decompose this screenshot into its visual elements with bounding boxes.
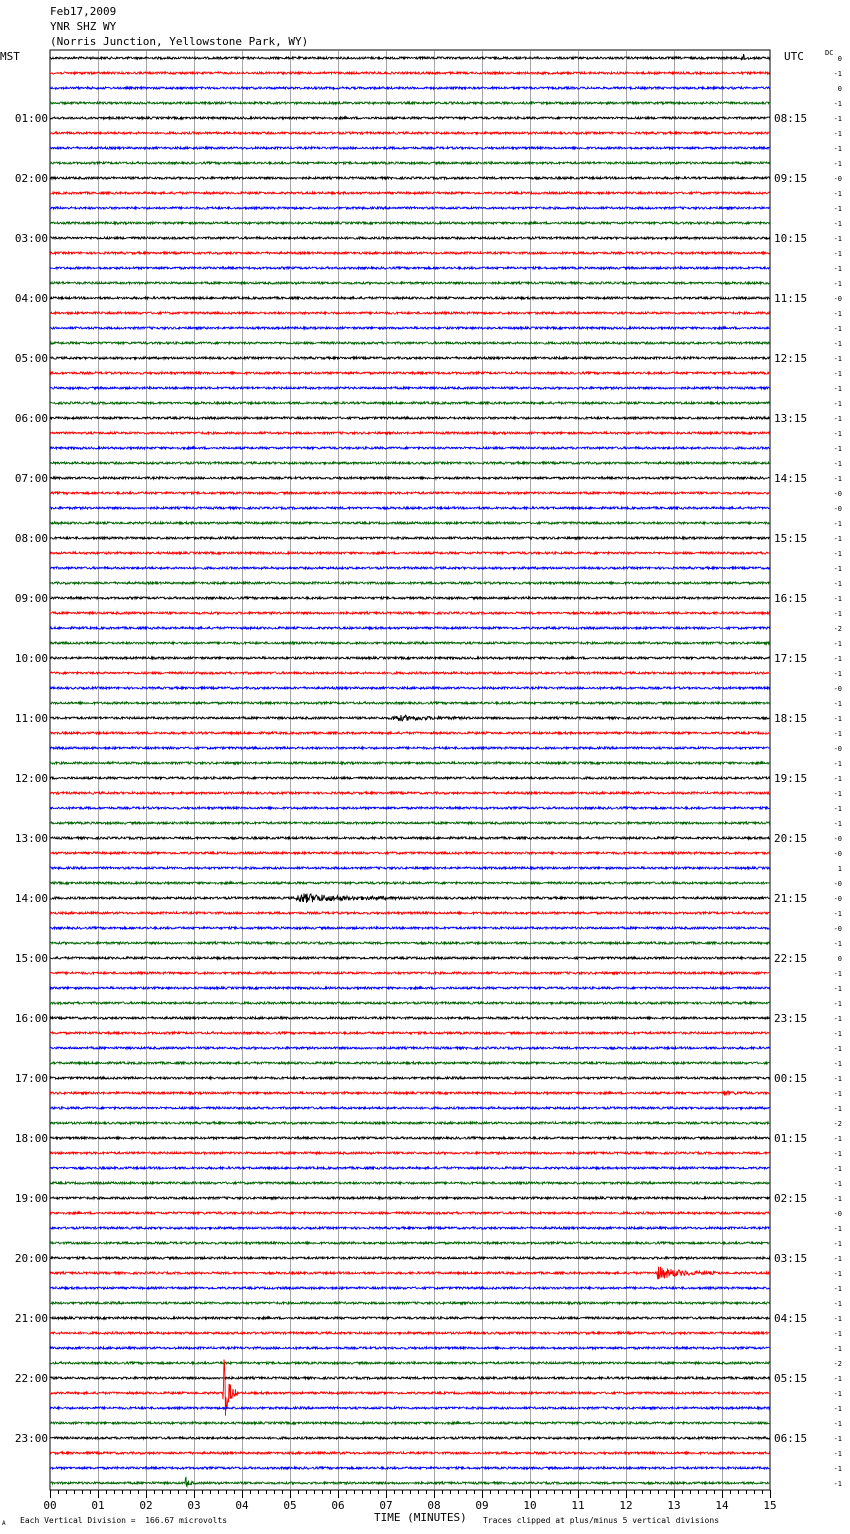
dc-offset-91: -1: [833, 1420, 842, 1428]
trace-34: [50, 567, 770, 569]
trace-49: [50, 792, 770, 794]
dc-offset-40: -1: [833, 655, 842, 663]
x-tick-label: 08: [427, 1499, 441, 1512]
corner-mark: A: [2, 1520, 6, 1527]
left-hour-label: 21:00: [14, 1312, 48, 1325]
dc-offset-57: -1: [833, 910, 842, 918]
left-hour-label: 12:00: [14, 772, 48, 785]
x-tick-label: 06: [331, 1499, 345, 1512]
trace-1: [50, 72, 770, 74]
dc-offset-13: -1: [833, 250, 842, 258]
x-tick-label: 01: [91, 1499, 105, 1512]
right-hour-label: 06:15: [774, 1432, 808, 1445]
dc-offset-46: -0: [833, 745, 842, 753]
dc-offset-9: -1: [833, 190, 842, 198]
trace-84: [50, 1317, 770, 1319]
dc-offset-56: -0: [833, 895, 842, 903]
dc-offset-2: 0: [837, 85, 842, 93]
trace-80: [50, 1257, 770, 1259]
x-tick-label: 05: [283, 1499, 297, 1512]
trace-64: [50, 1017, 770, 1019]
dc-offset-58: -0: [833, 925, 842, 933]
trace-30: [50, 507, 770, 509]
dc-offset-11: -1: [833, 220, 842, 228]
trace-94: [50, 1467, 770, 1469]
dc-offset-3: -1: [833, 100, 842, 108]
trace-3: [50, 102, 770, 104]
left-hour-label: 10:00: [14, 652, 48, 665]
dc-offset-39: -1: [833, 640, 842, 648]
right-hour-label: 18:15: [774, 712, 808, 725]
trace-63: [50, 1002, 770, 1004]
dc-offset-68: -1: [833, 1075, 842, 1083]
dc-offset-38: -2: [833, 625, 842, 633]
x-tick-label: 04: [235, 1499, 249, 1512]
trace-27: [50, 462, 770, 464]
scale-note: Each Vertical Division = 166.67 microvolts: [20, 1516, 228, 1525]
dc-offset-82: -1: [833, 1285, 842, 1293]
trace-79: [50, 1242, 770, 1244]
right-hour-label: 20:15: [774, 832, 808, 845]
right-hour-label: 05:15: [774, 1372, 808, 1385]
dc-offset-25: -1: [833, 430, 842, 438]
station-name: YNR SHZ WY: [50, 20, 117, 33]
dc-offset-7: -1: [833, 160, 842, 168]
dc-offset-79: -1: [833, 1240, 842, 1248]
dc-offset-18: -1: [833, 325, 842, 333]
dc-offset-32: -1: [833, 535, 842, 543]
dc-offset-66: -1: [833, 1045, 842, 1053]
dc-offset-0: 0: [837, 55, 842, 63]
trace-25: [50, 432, 770, 434]
right-hour-label: 23:15: [774, 1012, 808, 1025]
x-axis-title: TIME (MINUTES): [374, 1511, 467, 1524]
dc-offset-23: -1: [833, 400, 842, 408]
x-tick-label: 03: [187, 1499, 201, 1512]
x-tick-label: 02: [139, 1499, 153, 1512]
trace-47: [50, 762, 770, 764]
dc-offset-92: -1: [833, 1435, 842, 1443]
right-hour-label: 12:15: [774, 352, 808, 365]
dc-offset-67: -1: [833, 1060, 842, 1068]
left-hour-label: 16:00: [14, 1012, 48, 1025]
trace-43: [50, 702, 770, 704]
dc-offset-60: 0: [837, 955, 842, 963]
trace-68: [50, 1077, 770, 1079]
dc-offset-55: -0: [833, 880, 842, 888]
trace-15: [50, 282, 770, 284]
trace-29: [50, 492, 770, 494]
trace-59: [50, 942, 770, 944]
right-hour-label: 10:15: [774, 232, 808, 245]
dc-offset-35: -1: [833, 580, 842, 588]
trace-67: [50, 1062, 770, 1064]
trace-12: [50, 237, 770, 239]
trace-52: [50, 837, 770, 839]
dc-offset-80: -1: [833, 1255, 842, 1263]
dc-offset-26: -1: [833, 445, 842, 453]
trace-95: [50, 1477, 770, 1486]
dc-offset-81: -1: [833, 1270, 842, 1278]
left-hour-label: 07:00: [14, 472, 48, 485]
left-hour-label: 13:00: [14, 832, 48, 845]
trace-74: [50, 1167, 770, 1169]
dc-offset-20: -1: [833, 355, 842, 363]
dc-offset-54: 1: [837, 865, 842, 873]
trace-23: [50, 402, 770, 404]
trace-65: [50, 1032, 770, 1034]
right-hour-label: 11:15: [774, 292, 808, 305]
dc-offset-71: -2: [833, 1120, 842, 1128]
trace-14: [50, 267, 770, 269]
dc-offset-50: -1: [833, 805, 842, 813]
left-hour-label: 18:00: [14, 1132, 48, 1145]
trace-72: [50, 1137, 770, 1139]
left-hour-label: 11:00: [14, 712, 48, 725]
dc-offset-65: -1: [833, 1030, 842, 1038]
dc-offset-27: -1: [833, 460, 842, 468]
trace-9: [50, 192, 770, 194]
left-hour-label: 08:00: [14, 532, 48, 545]
trace-22: [50, 387, 770, 389]
left-hour-label: 02:00: [14, 172, 48, 185]
dc-offset-61: -1: [833, 970, 842, 978]
trace-88: [50, 1377, 770, 1379]
x-tick-label: 00: [43, 1499, 57, 1512]
dc-offset-16: -0: [833, 295, 842, 303]
trace-66: [50, 1047, 770, 1049]
left-hour-label: 14:00: [14, 892, 48, 905]
right-hour-label: 09:15: [774, 172, 808, 185]
dc-offset-78: -1: [833, 1225, 842, 1233]
trace-71: [50, 1122, 770, 1124]
clip-note: Traces clipped at plus/minus 5 vertical divisions: [483, 1516, 720, 1525]
trace-87: [50, 1362, 770, 1364]
left-hour-label: 01:00: [14, 112, 48, 125]
left-hour-label: 05:00: [14, 352, 48, 365]
trace-82: [50, 1287, 770, 1289]
trace-5: [50, 132, 770, 134]
trace-28: [50, 477, 770, 479]
dc-offset-94: -1: [833, 1465, 842, 1473]
dc-offset-45: -1: [833, 730, 842, 738]
trace-35: [50, 582, 770, 584]
x-tick-label: 14: [715, 1499, 729, 1512]
x-tick-label: 09: [475, 1499, 489, 1512]
trace-70: [50, 1107, 770, 1109]
dc-offset-76: -1: [833, 1195, 842, 1203]
trace-73: [50, 1152, 770, 1154]
trace-58: [50, 927, 770, 929]
x-tick-label: 11: [571, 1499, 585, 1512]
dc-offset-6: -1: [833, 145, 842, 153]
trace-83: [50, 1302, 770, 1304]
dc-offset-30: -0: [833, 505, 842, 513]
dc-offset-72: -1: [833, 1135, 842, 1143]
dc-offset-86: -1: [833, 1345, 842, 1353]
seismic-traces: [50, 54, 770, 1486]
left-hour-label: 19:00: [14, 1192, 48, 1205]
dc-offset-24: -1: [833, 415, 842, 423]
dc-offset-43: -1: [833, 700, 842, 708]
dc-offset-19: -1: [833, 340, 842, 348]
left-hour-label: 22:00: [14, 1372, 48, 1385]
dc-offset-28: -1: [833, 475, 842, 483]
trace-7: [50, 162, 770, 164]
right-hour-label: 22:15: [774, 952, 808, 965]
trace-56: [50, 893, 770, 902]
right-hour-label: 01:15: [774, 1132, 808, 1145]
trace-36: [50, 597, 770, 599]
dc-offset-87: -2: [833, 1360, 842, 1368]
dc-offset-17: -1: [833, 310, 842, 318]
trace-75: [50, 1182, 770, 1184]
dc-offset-4: -1: [833, 115, 842, 123]
right-hour-label: 15:15: [774, 532, 808, 545]
dc-offset-63: -1: [833, 1000, 842, 1008]
dc-offset-15: -1: [833, 280, 842, 288]
trace-93: [50, 1452, 770, 1454]
time-axis: [43, 1490, 776, 1512]
dc-offset-48: -1: [833, 775, 842, 783]
trace-8: [50, 177, 770, 179]
trace-85: [50, 1332, 770, 1334]
trace-45: [50, 732, 770, 734]
dc-offset-44: -1: [833, 715, 842, 723]
dc-offset-8: -0: [833, 175, 842, 183]
x-tick-label: 13: [667, 1499, 681, 1512]
trace-31: [50, 522, 770, 524]
trace-0: [50, 54, 770, 60]
left-hour-label: 17:00: [14, 1072, 48, 1085]
left-hour-label: 15:00: [14, 952, 48, 965]
dc-offset-90: -1: [833, 1405, 842, 1413]
trace-76: [50, 1197, 770, 1199]
right-hour-label: 03:15: [774, 1252, 808, 1265]
left-hour-label: 06:00: [14, 412, 48, 425]
x-tick-label: 15: [763, 1499, 777, 1512]
dc-offset-70: -1: [833, 1105, 842, 1113]
dc-offset-31: -1: [833, 520, 842, 528]
right-hour-label: 16:15: [774, 592, 808, 605]
trace-54: [50, 867, 770, 869]
dc-offset-51: -1: [833, 820, 842, 828]
left-hour-label: 04:00: [14, 292, 48, 305]
station-location: (Norris Junction, Yellowstone Park, WY): [50, 35, 309, 48]
dc-offset-1: -1: [833, 70, 842, 78]
dc-offset-47: -1: [833, 760, 842, 768]
trace-33: [50, 552, 770, 554]
trace-10: [50, 207, 770, 209]
trace-24: [50, 417, 770, 419]
trace-69: [50, 1091, 770, 1096]
dc-offset-62: -1: [833, 985, 842, 993]
dc-offset-93: -1: [833, 1450, 842, 1458]
trace-42: [50, 687, 770, 689]
dc-offset-85: -1: [833, 1330, 842, 1338]
dc-offset-header: DC: [825, 49, 834, 57]
trace-26: [50, 447, 770, 449]
trace-48: [50, 777, 770, 779]
trace-55: [50, 882, 770, 884]
trace-17: [50, 312, 770, 314]
dc-offset-77: -0: [833, 1210, 842, 1218]
trace-32: [50, 537, 770, 539]
right-hour-label: 21:15: [774, 892, 808, 905]
trace-91: [50, 1422, 770, 1424]
dc-offset-21: -1: [833, 370, 842, 378]
dc-offset-12: -1: [833, 235, 842, 243]
dc-offset-84: -1: [833, 1315, 842, 1323]
trace-40: [50, 657, 770, 659]
dc-offset-69: -1: [833, 1090, 842, 1098]
right-hour-label: 04:15: [774, 1312, 808, 1325]
dc-offset-74: -1: [833, 1165, 842, 1173]
left-hour-label: 09:00: [14, 592, 48, 605]
trace-39: [50, 642, 770, 644]
dc-offset-52: -0: [833, 835, 842, 843]
right-hour-label: 00:15: [774, 1072, 808, 1085]
dc-offset-5: -1: [833, 130, 842, 138]
trace-13: [50, 252, 770, 254]
trace-4: [50, 117, 770, 119]
trace-77: [50, 1212, 770, 1214]
trace-44: [50, 715, 770, 721]
trace-37: [50, 612, 770, 614]
right-hour-label: 02:15: [774, 1192, 808, 1205]
dc-offset-29: -0: [833, 490, 842, 498]
x-tick-label: 07: [379, 1499, 393, 1512]
dc-offset-95: -1: [833, 1480, 842, 1488]
dc-offset-88: -1: [833, 1375, 842, 1383]
trace-51: [50, 822, 770, 824]
dc-offset-89: -1: [833, 1390, 842, 1398]
dc-offset-10: -1: [833, 205, 842, 213]
right-hour-label: 13:15: [774, 412, 808, 425]
dc-offset-14: -1: [833, 265, 842, 273]
trace-11: [50, 222, 770, 224]
right-timezone-label: UTC: [784, 50, 804, 63]
trace-53: [50, 852, 770, 854]
trace-46: [50, 747, 770, 749]
trace-78: [50, 1227, 770, 1229]
right-hour-label: 19:15: [774, 772, 808, 785]
trace-6: [50, 147, 770, 149]
dc-offset-59: -1: [833, 940, 842, 948]
trace-2: [50, 87, 770, 89]
dc-offset-42: -0: [833, 685, 842, 693]
trace-86: [50, 1347, 770, 1349]
dc-offset-37: -1: [833, 610, 842, 618]
dc-offset-75: -1: [833, 1180, 842, 1188]
trace-19: [50, 342, 770, 344]
x-tick-label: 10: [523, 1499, 537, 1512]
trace-92: [50, 1437, 770, 1439]
trace-81: [50, 1267, 770, 1280]
dc-offset-53: -0: [833, 850, 842, 858]
left-timezone-label: MST: [0, 50, 20, 63]
dc-offset-73: -1: [833, 1150, 842, 1158]
trace-20: [50, 357, 770, 359]
dc-offset-33: -1: [833, 550, 842, 558]
dc-offset-22: -1: [833, 385, 842, 393]
trace-38: [50, 627, 770, 629]
dc-offset-36: -1: [833, 595, 842, 603]
trace-16: [50, 297, 770, 299]
dc-offset-34: -1: [833, 565, 842, 573]
dc-offset-64: -1: [833, 1015, 842, 1023]
trace-90: [50, 1407, 770, 1409]
left-hour-label: 20:00: [14, 1252, 48, 1265]
left-hour-label: 23:00: [14, 1432, 48, 1445]
dc-offset-83: -1: [833, 1300, 842, 1308]
right-hour-label: 14:15: [774, 472, 808, 485]
right-hour-label: 08:15: [774, 112, 808, 125]
chart-date: Feb17,2009: [50, 5, 117, 18]
trace-60: [50, 957, 770, 959]
dc-offset-41: -1: [833, 670, 842, 678]
trace-21: [50, 372, 770, 374]
left-hour-label: 03:00: [14, 232, 48, 245]
trace-41: [50, 672, 770, 674]
trace-57: [50, 912, 770, 914]
right-hour-label: 17:15: [774, 652, 808, 665]
trace-50: [50, 807, 770, 809]
x-tick-label: 12: [619, 1499, 633, 1512]
dc-offset-49: -1: [833, 790, 842, 798]
trace-62: [50, 987, 770, 989]
trace-18: [50, 327, 770, 329]
trace-61: [50, 972, 770, 974]
